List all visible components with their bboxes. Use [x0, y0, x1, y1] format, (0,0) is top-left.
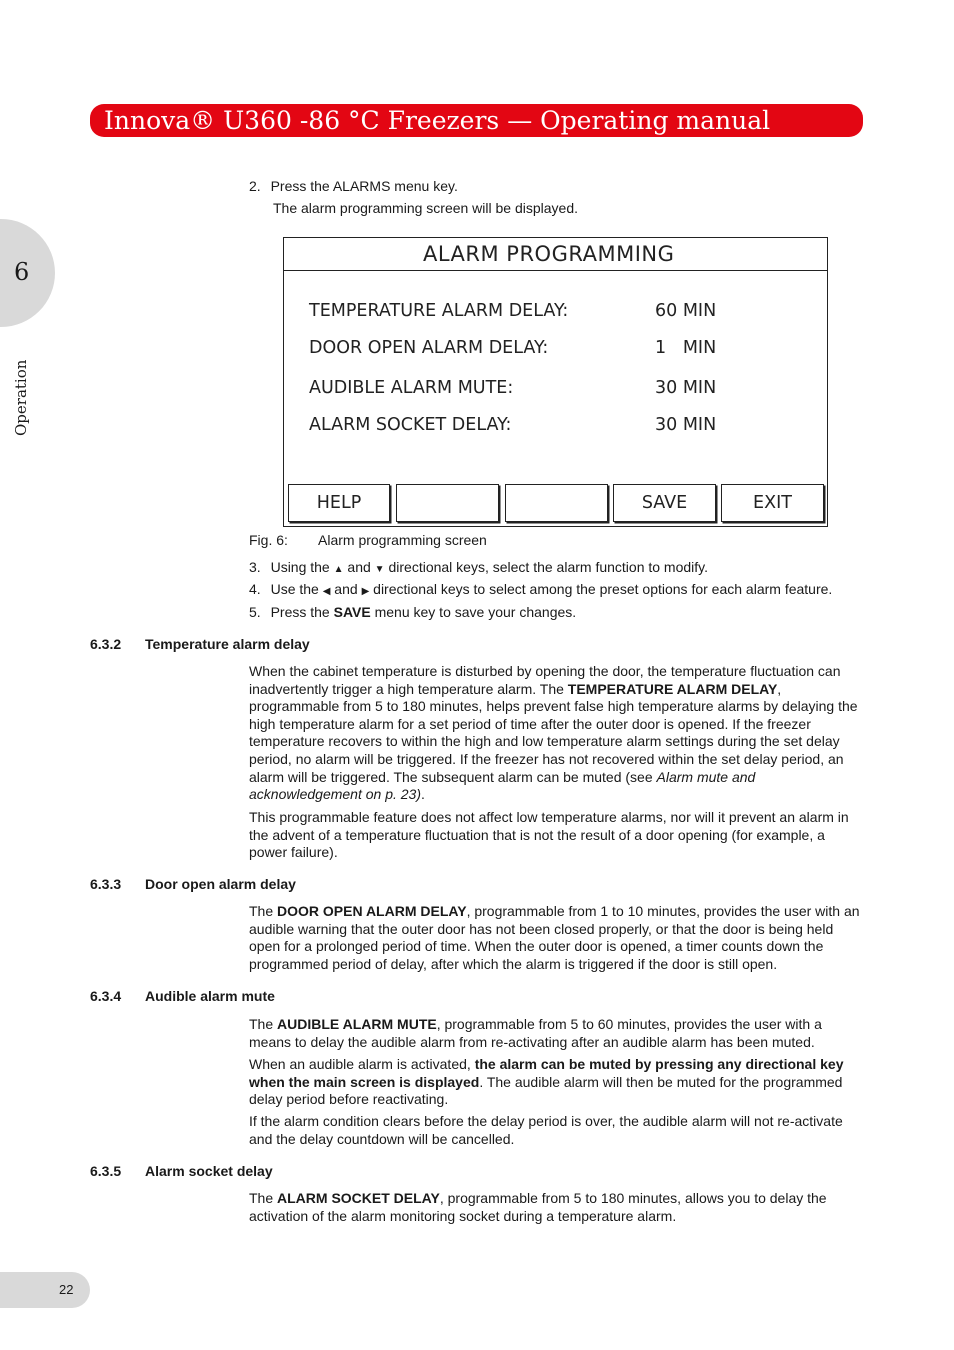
screen-row-label: ALARM SOCKET DELAY: [309, 415, 512, 435]
step-text: and [330, 581, 362, 597]
section-heading-6-3-3 [90, 876, 296, 892]
figure-caption-text: Alarm programming screen [318, 532, 487, 548]
section-heading-6-3-5 [90, 1163, 273, 1179]
step-text: directional keys to select among the preset options for each alarm feature. [369, 581, 833, 597]
paragraph: This programmable feature does not affect low temperature alarms, nor will it prevent an alarm in the advent of a temperature fluctuation that is not the result of a door opening (for example, a power failure). [249, 809, 849, 861]
paragraph: The DOOR OPEN ALARM DELAY, programmable from 1 to 10 minutes, provides the user with an audible warning that the outer door has not been closed properly, or that the door is being held open for a prolonged period of time. When the outer door is opened, a timer counts down the programmed period of delay, after which the alarm is triggered if the door is still open. [249, 903, 860, 972]
section-number: 6.3.5 [90, 1163, 122, 1179]
page-number: 22 [59, 1282, 74, 1297]
step-text: Press the ALARMS menu key. [270, 178, 458, 194]
screen-row-value: 30 MIN [655, 415, 717, 435]
left-arrow-icon: ◀ [322, 586, 331, 597]
step-number: 3. [249, 559, 261, 575]
down-arrow-icon: ▼ [374, 564, 385, 575]
paragraph: The ALARM SOCKET DELAY, programmable from 5 to 180 minutes, allows you to delay the activation of the alarm monitoring socket during a temperature alarm. [249, 1190, 827, 1224]
step-text: Using the [270, 559, 334, 575]
screen-title-bar [284, 238, 827, 271]
section-number: 6.3.4 [90, 988, 122, 1004]
help-softkey: HELP [288, 484, 390, 522]
screen-row-value: 1 MIN [655, 338, 717, 358]
screen-title: ALARM PROGRAMMING [423, 242, 675, 266]
screen-row-label: DOOR OPEN ALARM DELAY: [309, 338, 549, 358]
page-number-tab [0, 1272, 90, 1308]
step-text: Use the [270, 581, 323, 597]
figure-number: Fig. 6: [249, 532, 288, 548]
paragraph: When the cabinet temperature is disturbed by opening the door, the temperature fluctuation can inadvertently trigger a high temperature alarm. The TEMPERATURE ALARM DELAY, programmable from 5 to 180 minutes, helps prevent false high temperature alarms by delaying the high temperature alarm for a set period of time after the outer door is opened. If the freezer temperature recovers to within the high and low temperature alarm settings during the set delay period, no alarm will be triggered. If the freezer has not recovered within the set delay period, an alarm will be triggered. The subsequent alarm can be muted (see Alarm mute and acknowledgement on p. 23). [249, 663, 858, 803]
section-heading-6-3-4 [90, 988, 275, 1004]
step-number: 5. [249, 604, 261, 620]
blank-softkey [505, 484, 608, 522]
step-text: directional keys, select the alarm function to modify. [384, 559, 709, 575]
exit-softkey: EXIT [721, 484, 824, 522]
step-4 [249, 581, 832, 601]
up-arrow-icon: ▲ [333, 564, 344, 575]
screen-row-value: 30 MIN [655, 378, 717, 398]
chapter-label: Operation [12, 359, 30, 436]
screen-row-value: 60 MIN [655, 301, 717, 321]
manual-title: Innova® U360 -86 °C Freezers — Operating manual [104, 106, 771, 135]
cross-reference: Alarm mute and acknowledgement on p. 23) [249, 768, 756, 803]
section-number: 6.3.3 [90, 876, 122, 892]
screen-row-label: TEMPERATURE ALARM DELAY: [309, 301, 569, 321]
section-title: Audible alarm mute [145, 988, 275, 1004]
step-5 [249, 604, 576, 622]
section-heading-6-3-2 [90, 636, 310, 652]
section-title: Temperature alarm delay [145, 636, 310, 652]
save-softkey: SAVE [613, 484, 716, 522]
blank-softkey [396, 484, 499, 522]
chapter-number: 6 [14, 258, 30, 286]
section-number: 6.3.2 [90, 636, 122, 652]
section-title: Door open alarm delay [145, 876, 296, 892]
step-2 [249, 178, 458, 196]
screen-row-label: AUDIBLE ALARM MUTE: [309, 378, 514, 398]
manual-title-banner [90, 104, 863, 137]
section-title: Alarm socket delay [145, 1163, 273, 1179]
step-text-bold: SAVE [333, 604, 371, 620]
step-2-detail: The alarm programming screen will be displayed. [273, 200, 579, 216]
step-text: menu key to save your changes. [370, 604, 577, 620]
step-3 [249, 559, 708, 579]
step-number: 2. [249, 178, 261, 194]
paragraph: The AUDIBLE ALARM MUTE, programmable from 5 to 60 minutes, provides the user with a means to delay the audible alarm from re-activating after an audible alarm has been muted. [249, 1016, 822, 1050]
alarm-programming-screen [283, 237, 828, 527]
right-arrow-icon: ▶ [361, 586, 370, 597]
step-text: and [343, 559, 375, 575]
paragraph: If the alarm condition clears before the delay period is over, the audible alarm will not re-activate and the delay countdown will be cancelled. [249, 1113, 843, 1147]
step-text: Press the [270, 604, 334, 620]
paragraph: When an audible alarm is activated, the alarm can be muted by pressing any directional key when the main screen is displayed. The audible alarm will then be muted for the programmed delay period before reactivating. [249, 1056, 844, 1108]
figure-caption [249, 532, 487, 550]
step-number: 4. [249, 581, 261, 597]
